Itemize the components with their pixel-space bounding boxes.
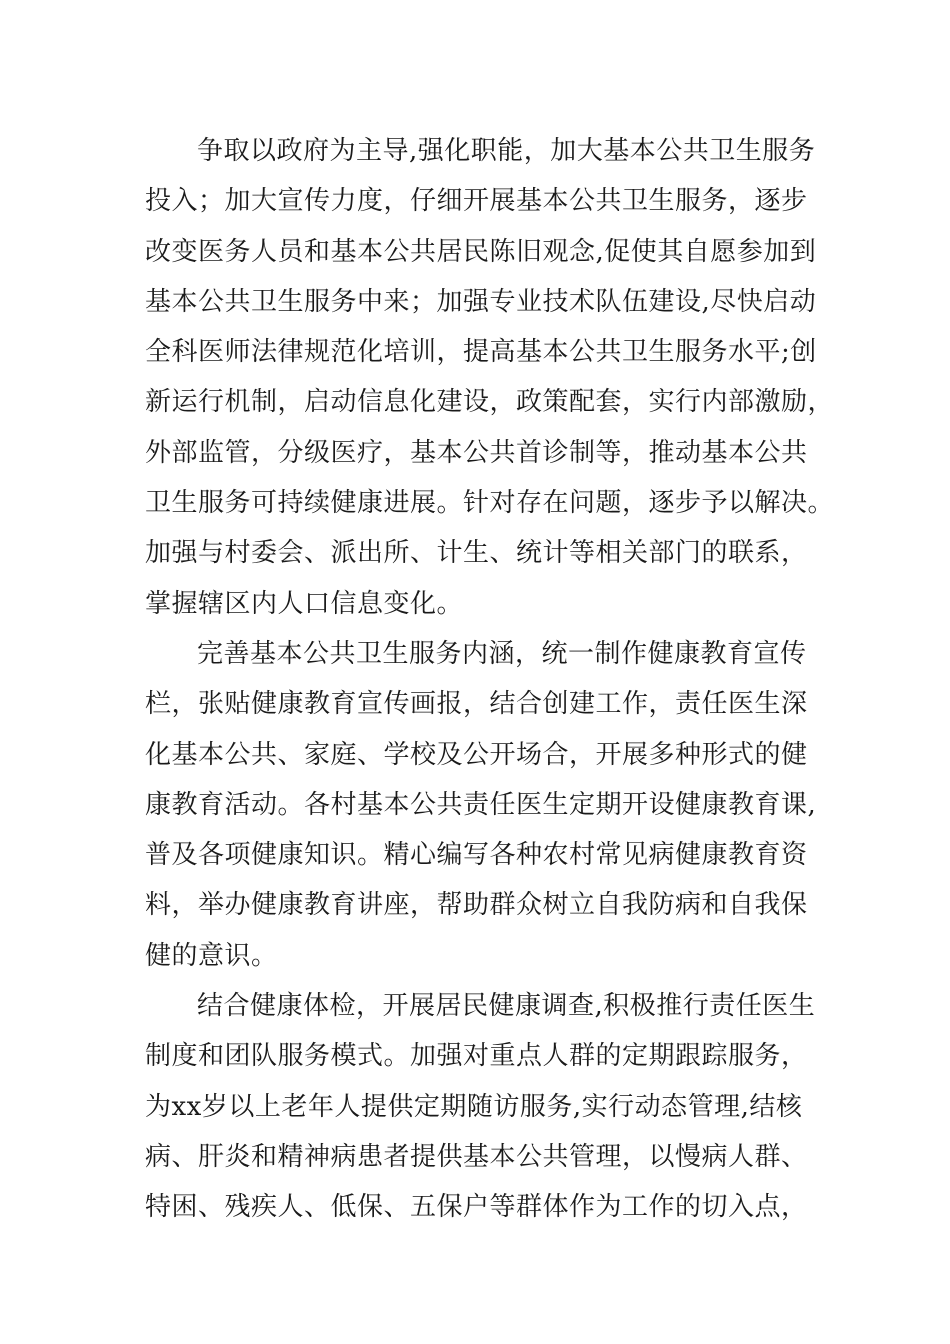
text-line: 基本公共卫生服务中来；加强专业技术队伍建设,尽快启动 <box>145 286 817 317</box>
text-line: 争取以政府为主导,强化职能，加大基本公共卫生服务 <box>197 136 816 166</box>
paragraph-1 <box>145 126 835 629</box>
text-line: 制度和团队服务模式。加强对重点人群的定期跟踪服务， <box>145 1041 808 1072</box>
text-line: 化基本公共、家庭、学校及公开场合，开展多种形式的健 <box>145 739 808 770</box>
text-line: 卫生服务可持续健康进展。针对存在问题，逐步予以解决。 <box>145 488 835 519</box>
text-line: 掌握辖区内人口信息变化。 <box>145 588 464 619</box>
text-line: 全科医师法律规范化培训，提高基本公共卫生服务水平;创 <box>145 337 817 368</box>
text-line: 特困、残疾人、低保、五保户等群体作为工作的切入点， <box>145 1192 808 1223</box>
document-body <box>145 126 835 1233</box>
text-line: 病、肝炎和精神病患者提供基本公共管理，以慢病人群、 <box>145 1141 808 1172</box>
text-line: 康教育活动。各村基本公共责任医生定期开设健康教育课, <box>145 789 817 820</box>
text-line: 加强与村委会、派出所、计生、统计等相关部门的联系， <box>145 538 808 569</box>
text-line: 投入；加大宣传力度，仔细开展基本公共卫生服务，逐步 <box>145 186 808 217</box>
text-line: 完善基本公共卫生服务内涵，统一制作健康教育宣传 <box>197 638 807 669</box>
text-line: 栏，张贴健康教育宣传画报，结合创建工作，责任医生深 <box>145 689 808 720</box>
text-line: 改变医务人员和基本公共居民陈旧观念,促使其自愿参加到 <box>145 236 817 267</box>
text-line: 普及各项健康知识。精心编写各种农村常见病健康教育资 <box>145 840 808 871</box>
paragraph-2 <box>145 629 817 981</box>
paragraph-3 <box>145 981 816 1232</box>
text-line: 外部监管，分级医疗，基本公共首诊制等，推动基本公共 <box>145 437 808 468</box>
text-line: 料，举办健康教育讲座，帮助群众树立自我防病和自我保 <box>145 890 808 921</box>
text-line: 健的意识。 <box>145 940 278 971</box>
text-line: 结合健康体检，开展居民健康调查,积极推行责任医生 <box>197 991 816 1022</box>
text-line: 为xx岁以上老年人提供定期随访服务,实行动态管理,结核 <box>145 1091 803 1122</box>
text-line: 新运行机制，启动信息化建设，政策配套，实行内部激励， <box>145 387 835 418</box>
